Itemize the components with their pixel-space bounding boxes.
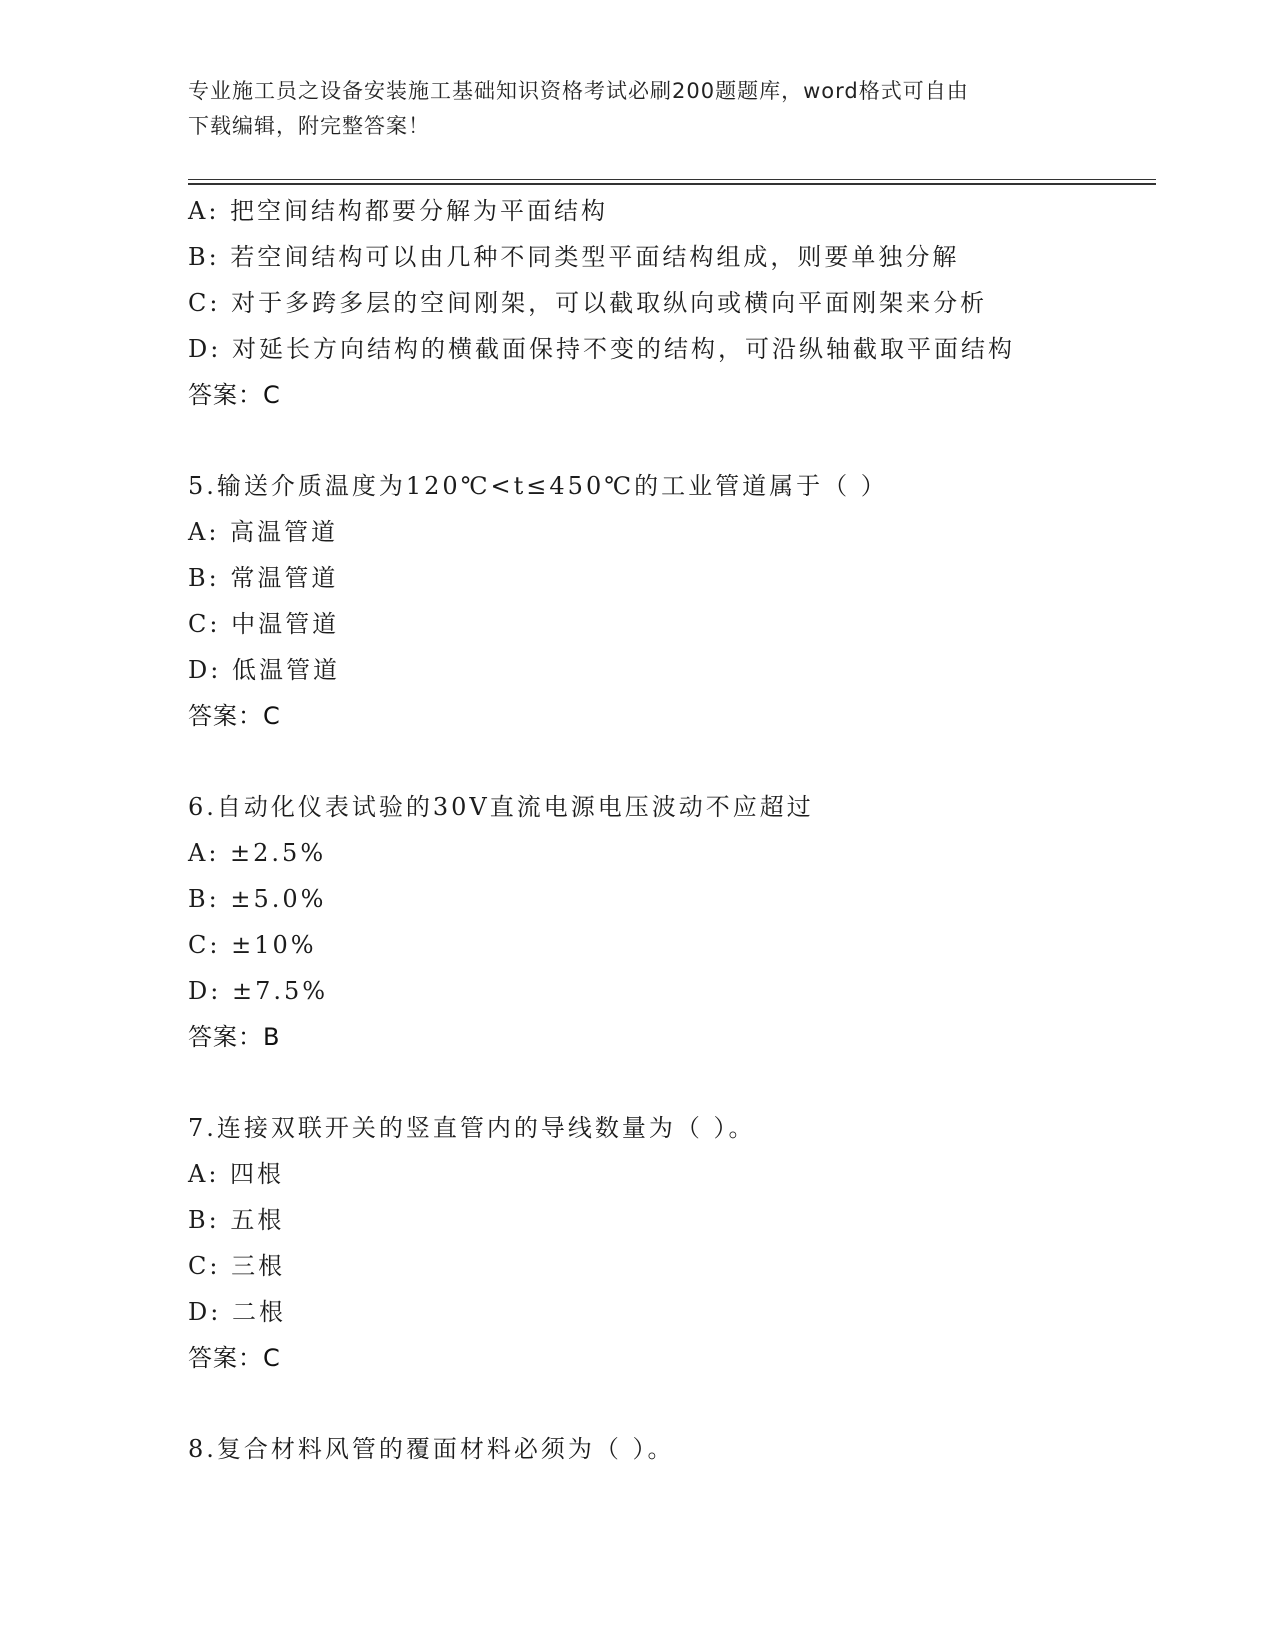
question-block-7: [188, 1105, 1148, 1381]
option-d: D: 低温管道: [188, 656, 340, 684]
question-text: 8.复合材料风管的覆面材料必须为（ ）。: [188, 1435, 675, 1463]
option-b: B: ±5.0%: [188, 885, 327, 913]
header-line-2: 下载编辑，附完整答案！: [188, 114, 430, 138]
question-text: 7.连接双联开关的竖直管内的导线数量为（ ）。: [188, 1114, 756, 1142]
answer-line: 答案：C: [188, 1344, 281, 1372]
question-text: 5.输送介质温度为120℃<t≤450℃的工业管道属于（ ）: [188, 472, 888, 500]
spacer: [188, 418, 1148, 463]
question-block-8: [188, 1426, 1148, 1472]
question-list: [188, 188, 1148, 1472]
option-c: C: 中温管道: [188, 610, 340, 638]
option-a: A: 高温管道: [188, 518, 339, 546]
header-rule-thick: [188, 183, 1156, 185]
question-block-5: [188, 463, 1148, 739]
option-c: C: ±10%: [188, 931, 317, 959]
document-header: [188, 74, 1088, 144]
option-a: A: ±2.5%: [188, 839, 327, 867]
answer-line: 答案：C: [188, 702, 281, 730]
spacer: [188, 1381, 1148, 1426]
option-d: D: 对延长方向结构的横截面保持不变的结构，可沿纵轴截取平面结构: [188, 335, 1015, 363]
option-b: B: 五根: [188, 1206, 285, 1234]
header-line-1: 专业施工员之设备安装施工基础知识资格考试必刷200题题库，word格式可自由: [188, 79, 969, 103]
header-rule-thin: [188, 179, 1156, 180]
option-d: D: 二根: [188, 1298, 286, 1326]
option-b: B: 若空间结构可以由几种不同类型平面结构组成，则要单独分解: [188, 243, 960, 271]
question-text: 6.自动化仪表试验的30V直流电源电压波动不应超过: [188, 793, 814, 821]
spacer: [188, 739, 1148, 784]
option-c: C: 对于多跨多层的空间刚架，可以截取纵向或横向平面刚架来分析: [188, 289, 988, 317]
question-block-6: [188, 784, 1148, 1060]
option-d: D: ±7.5%: [188, 977, 329, 1005]
answer-line: 答案：B: [188, 1023, 281, 1051]
spacer: [188, 1060, 1148, 1105]
option-a: A: 四根: [188, 1160, 285, 1188]
option-c: C: 三根: [188, 1252, 286, 1280]
option-b: B: 常温管道: [188, 564, 339, 592]
option-a: A: 把空间结构都要分解为平面结构: [188, 197, 609, 225]
answer-line: 答案：C: [188, 381, 281, 409]
question-block-4: [188, 188, 1148, 418]
